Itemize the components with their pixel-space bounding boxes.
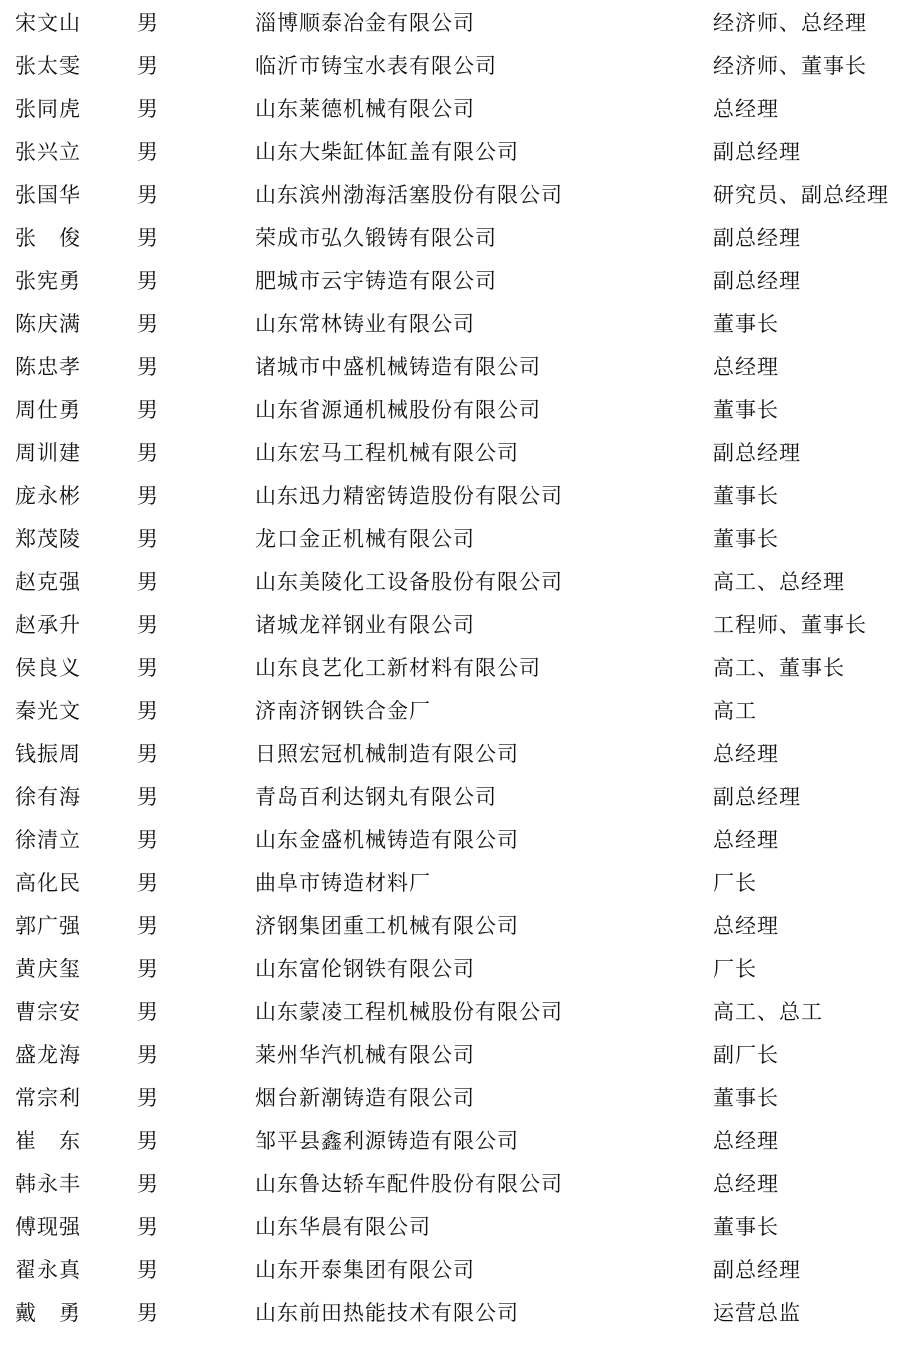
member-gender: 男 (137, 699, 159, 723)
member-company: 山东开泰集团有限公司 (255, 1258, 475, 1282)
member-name: 傅现强 (15, 1215, 81, 1239)
member-gender: 男 (137, 1301, 159, 1325)
member-company: 莱州华汽机械有限公司 (255, 1043, 475, 1067)
member-name: 黄庆玺 (15, 957, 81, 981)
member-gender: 男 (137, 957, 159, 981)
member-name: 郑茂陵 (15, 527, 81, 551)
member-company: 荣成市弘久锻铸有限公司 (255, 226, 497, 250)
member-company: 山东省源通机械股份有限公司 (255, 398, 541, 422)
member-title: 研究员、副总经理 (713, 183, 889, 207)
member-name: 郭广强 (15, 914, 81, 938)
member-company: 山东金盛机械铸造有限公司 (255, 828, 519, 852)
member-name: 盛龙海 (15, 1043, 81, 1067)
member-gender: 男 (137, 140, 159, 164)
member-gender: 男 (137, 269, 159, 293)
member-name: 高化民 (15, 871, 81, 895)
member-gender: 男 (137, 1043, 159, 1067)
member-name: 张宪勇 (15, 269, 81, 293)
member-company: 邹平县鑫利源铸造有限公司 (255, 1129, 519, 1153)
member-title: 高工、总工 (713, 1000, 823, 1024)
member-gender: 男 (137, 1215, 159, 1239)
member-company: 山东宏马工程机械有限公司 (255, 441, 519, 465)
member-name: 庞永彬 (15, 484, 81, 508)
member-title: 总经理 (713, 828, 779, 852)
member-title: 副总经理 (713, 140, 801, 164)
member-name: 周训建 (15, 441, 81, 465)
member-row (0, 1292, 902, 1335)
member-row (0, 862, 902, 905)
member-title: 高工、总经理 (713, 570, 845, 594)
member-gender: 男 (137, 656, 159, 680)
member-gender: 男 (137, 11, 159, 35)
member-title: 工程师、董事长 (713, 613, 867, 637)
member-name: 赵克强 (15, 570, 81, 594)
member-gender: 男 (137, 1129, 159, 1153)
member-gender: 男 (137, 785, 159, 809)
member-name: 徐有海 (15, 785, 81, 809)
member-row (0, 1163, 902, 1206)
member-company: 山东富伦钢铁有限公司 (255, 957, 475, 981)
member-name: 常宗利 (15, 1086, 81, 1110)
member-gender: 男 (137, 613, 159, 637)
member-company: 山东华晨有限公司 (255, 1215, 431, 1239)
member-row (0, 45, 902, 88)
member-title: 总经理 (713, 97, 779, 121)
member-name: 陈忠孝 (15, 355, 81, 379)
member-row (0, 303, 902, 346)
member-row (0, 690, 902, 733)
member-gender: 男 (137, 570, 159, 594)
member-gender: 男 (137, 54, 159, 78)
member-company: 山东美陵化工设备股份有限公司 (255, 570, 563, 594)
member-company: 淄博顺泰冶金有限公司 (255, 11, 475, 35)
member-gender: 男 (137, 312, 159, 336)
member-company: 山东滨州渤海活塞股份有限公司 (255, 183, 563, 207)
member-company: 诸城龙祥钢业有限公司 (255, 613, 475, 637)
member-title: 总经理 (713, 355, 779, 379)
member-company: 日照宏冠机械制造有限公司 (255, 742, 519, 766)
member-name: 韩永丰 (15, 1172, 81, 1196)
member-company: 山东前田热能技术有限公司 (255, 1301, 519, 1325)
member-title: 总经理 (713, 914, 779, 938)
member-name: 张同虎 (15, 97, 81, 121)
member-title: 总经理 (713, 1129, 779, 1153)
member-title: 经济师、董事长 (713, 54, 867, 78)
member-title: 运营总监 (713, 1301, 801, 1325)
member-row (0, 432, 902, 475)
member-row (0, 1077, 902, 1120)
member-name: 翟永真 (15, 1258, 81, 1282)
member-name: 张国华 (15, 183, 81, 207)
member-company: 山东良艺化工新材料有限公司 (255, 656, 541, 680)
member-company: 青岛百利达钢丸有限公司 (255, 785, 497, 809)
member-name: 张太雯 (15, 54, 81, 78)
member-title: 董事长 (713, 1086, 779, 1110)
member-gender: 男 (137, 1172, 159, 1196)
member-title: 董事长 (713, 1215, 779, 1239)
member-name: 崔 东 (15, 1129, 81, 1153)
member-gender: 男 (137, 398, 159, 422)
member-row (0, 260, 902, 303)
member-row (0, 131, 902, 174)
member-company: 临沂市铸宝水表有限公司 (255, 54, 497, 78)
member-gender: 男 (137, 742, 159, 766)
member-name: 张兴立 (15, 140, 81, 164)
member-gender: 男 (137, 914, 159, 938)
member-company: 山东迅力精密铸造股份有限公司 (255, 484, 563, 508)
member-row (0, 518, 902, 561)
member-title: 董事长 (713, 484, 779, 508)
member-row (0, 733, 902, 776)
member-row (0, 776, 902, 819)
member-row (0, 647, 902, 690)
member-company: 济钢集团重工机械有限公司 (255, 914, 519, 938)
member-title: 董事长 (713, 527, 779, 551)
member-name: 赵承升 (15, 613, 81, 637)
member-company: 曲阜市铸造材料厂 (255, 871, 431, 895)
member-gender: 男 (137, 484, 159, 508)
member-company: 烟台新潮铸造有限公司 (255, 1086, 475, 1110)
member-gender: 男 (137, 355, 159, 379)
member-row (0, 604, 902, 647)
member-name: 张 俊 (15, 226, 81, 250)
member-gender: 男 (137, 183, 159, 207)
member-company: 山东蒙凌工程机械股份有限公司 (255, 1000, 563, 1024)
member-row (0, 1206, 902, 1249)
member-title: 高工、董事长 (713, 656, 845, 680)
member-name: 曹宗安 (15, 1000, 81, 1024)
member-gender: 男 (137, 828, 159, 852)
member-row (0, 991, 902, 1034)
member-name: 陈庆满 (15, 312, 81, 336)
member-title: 总经理 (713, 1172, 779, 1196)
member-company: 诸城市中盛机械铸造有限公司 (255, 355, 541, 379)
member-title: 董事长 (713, 398, 779, 422)
member-row (0, 389, 902, 432)
member-gender: 男 (137, 871, 159, 895)
member-name: 侯良义 (15, 656, 81, 680)
member-row (0, 174, 902, 217)
member-row (0, 88, 902, 131)
member-row (0, 475, 902, 518)
member-title: 厂长 (713, 871, 757, 895)
member-company: 山东大柴缸体缸盖有限公司 (255, 140, 519, 164)
member-title: 副总经理 (713, 1258, 801, 1282)
member-title: 总经理 (713, 742, 779, 766)
member-row (0, 346, 902, 389)
member-title: 董事长 (713, 312, 779, 336)
member-row (0, 1120, 902, 1163)
member-row (0, 905, 902, 948)
member-gender: 男 (137, 1258, 159, 1282)
member-gender: 男 (137, 527, 159, 551)
member-gender: 男 (137, 1086, 159, 1110)
member-row (0, 948, 902, 991)
member-row (0, 2, 902, 45)
member-gender: 男 (137, 1000, 159, 1024)
member-row (0, 217, 902, 260)
member-title: 厂长 (713, 957, 757, 981)
member-row (0, 819, 902, 862)
member-row (0, 1249, 902, 1292)
member-company: 肥城市云宇铸造有限公司 (255, 269, 497, 293)
member-title: 副总经理 (713, 785, 801, 809)
member-title: 副总经理 (713, 269, 801, 293)
member-gender: 男 (137, 226, 159, 250)
member-name: 周仕勇 (15, 398, 81, 422)
member-title: 副总经理 (713, 441, 801, 465)
member-title: 副厂长 (713, 1043, 779, 1067)
member-name: 宋文山 (15, 11, 81, 35)
member-title: 副总经理 (713, 226, 801, 250)
member-company: 山东莱德机械有限公司 (255, 97, 475, 121)
member-company: 山东常林铸业有限公司 (255, 312, 475, 336)
member-gender: 男 (137, 97, 159, 121)
member-title: 经济师、总经理 (713, 11, 867, 35)
member-name: 戴 勇 (15, 1301, 81, 1325)
member-company: 山东鲁达轿车配件股份有限公司 (255, 1172, 563, 1196)
member-company: 济南济钢铁合金厂 (255, 699, 431, 723)
member-name: 徐清立 (15, 828, 81, 852)
member-name: 钱振周 (15, 742, 81, 766)
member-gender: 男 (137, 441, 159, 465)
member-company: 龙口金正机械有限公司 (255, 527, 475, 551)
member-row (0, 1034, 902, 1077)
member-title: 高工 (713, 699, 757, 723)
member-name: 秦光文 (15, 699, 81, 723)
member-row (0, 561, 902, 604)
